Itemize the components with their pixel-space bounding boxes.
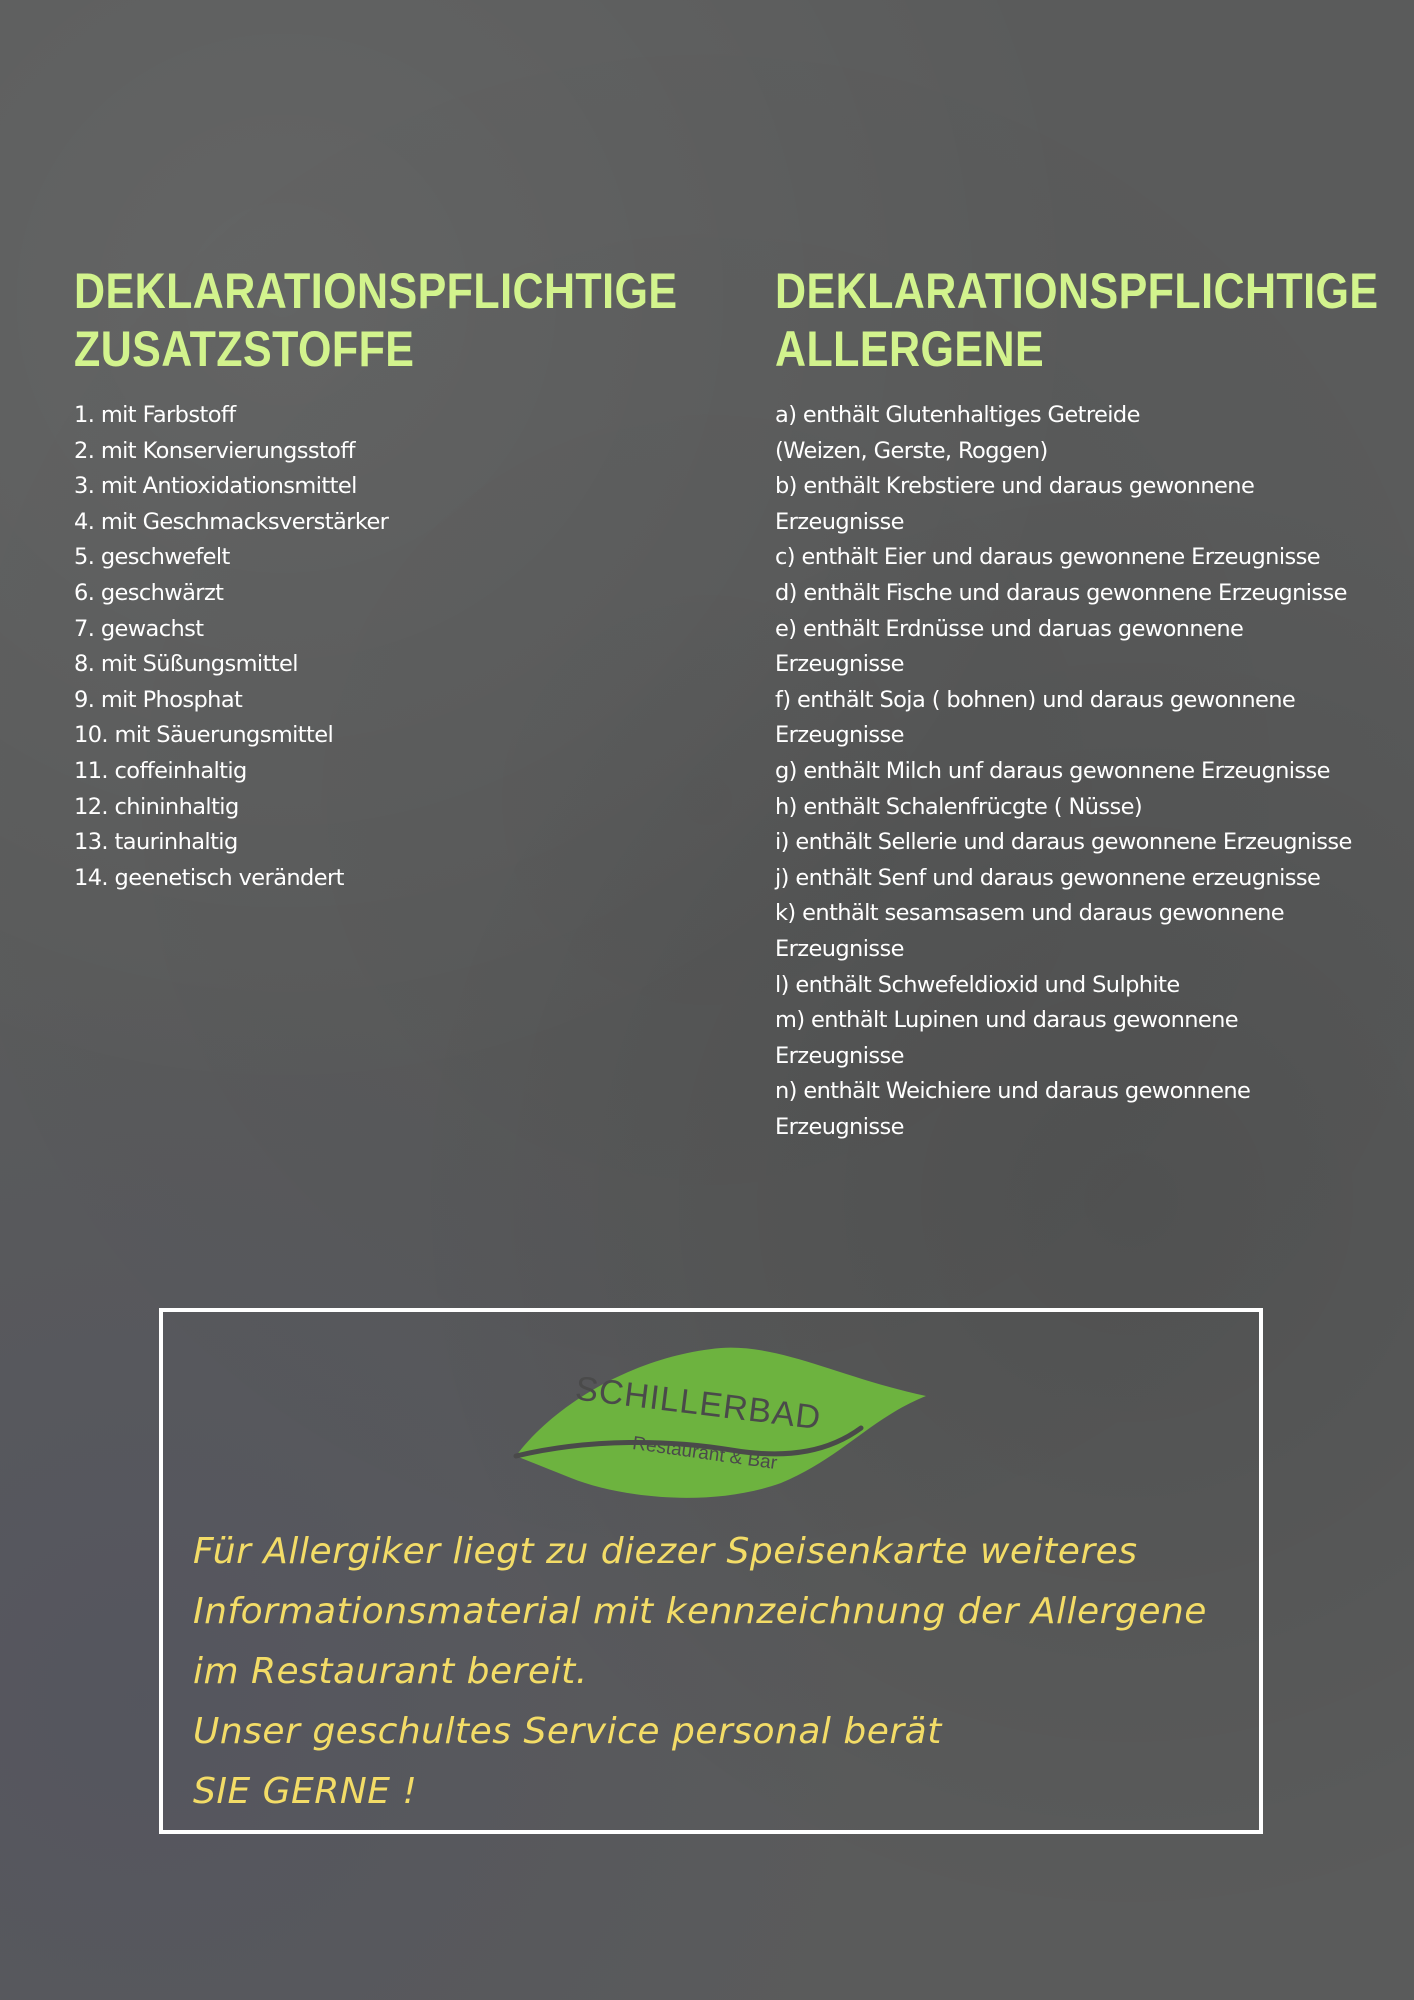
logo-name: SCHILLERBAD [573, 1369, 824, 1438]
additive-item: 8. mit Süßungsmittel [74, 651, 298, 678]
additive-item: 9. mit Phosphat [74, 686, 243, 713]
notice-line: Unser geschultes Service personal berät [193, 1711, 942, 1752]
additives-heading-line1: DEKLARATIONSPFLICHTIGE [74, 263, 678, 319]
allergens-heading [775, 262, 1379, 378]
allergen-line: f) enthält Soja ( bohnen) und daraus gewonnene [775, 686, 1296, 713]
additives-heading-line2: ZUSATZSTOFFE [74, 321, 415, 377]
logo-tagline: Restaurant & Bar [631, 1433, 779, 1475]
notice-line: Informationsmaterial mit kennzeichnung der Allergene [193, 1591, 1207, 1632]
allergens-heading-line1: DEKLARATIONSPFLICHTIGE [775, 263, 1379, 319]
allergens-heading-line2: ALLERGENE [775, 321, 1045, 377]
allergen-line: Erzeugnisse [775, 651, 904, 678]
allergens-column [775, 262, 1405, 1145]
notice-line: im Restaurant bereit. [193, 1651, 588, 1692]
allergy-notice [193, 1522, 1239, 1822]
allergen-line: g) enthält Milch unf daraus gewonnene Erzeugnisse [775, 757, 1330, 784]
additive-item: 3. mit Antioxidationsmittel [74, 473, 357, 500]
allergen-line: d) enthält Fische und daraus gewonnene Erzeugnisse [775, 579, 1347, 606]
notice-line: SIE GERNE ! [193, 1771, 418, 1812]
allergy-info-box [159, 1308, 1263, 1834]
allergen-line: j) enthält Senf und daraus gewonnene erzeugnisse [775, 864, 1321, 891]
additive-item: 4. mit Geschmacksverstärker [74, 508, 389, 535]
allergen-line: (Weizen, Gerste, Roggen) [775, 437, 1048, 464]
additive-item: 10. mit Säuerungsmittel [74, 722, 334, 749]
allergen-line: Erzeugnisse [775, 508, 904, 535]
additive-item: 2. mit Konservierungsstoff [74, 437, 355, 464]
allergen-line: Erzeugnisse [775, 722, 904, 749]
allergen-line: b) enthält Krebstiere und daraus gewonnene [775, 473, 1255, 500]
additive-item: 11. coffeinhaltig [74, 757, 247, 784]
additives-column [74, 262, 694, 896]
notice-line: Für Allergiker liegt zu diezer Speisenkarte weiteres [193, 1531, 1138, 1572]
allergen-line: Erzeugnisse [775, 1042, 904, 1069]
schillerbad-leaf-logo [511, 1338, 931, 1508]
allergen-line: e) enthält Erdnüsse und daruas gewonnene [775, 615, 1244, 642]
additive-item: 13. taurinhaltig [74, 829, 238, 856]
allergen-line: a) enthält Glutenhaltiges Getreide [775, 402, 1140, 428]
allergen-line: l) enthält Schwefeldioxid und Sulphite [775, 971, 1180, 998]
additives-list [74, 398, 694, 896]
allergen-line: h) enthält Schalenfrücgte ( Nüsse) [775, 793, 1143, 820]
additive-item: 5. geschwefelt [74, 544, 230, 571]
allergen-line: m) enthält Lupinen und daraus gewonnene [775, 1007, 1239, 1034]
additive-item: 12. chininhaltig [74, 793, 239, 820]
allergen-line: c) enthält Eier und daraus gewonnene Erzeugnisse [775, 544, 1320, 571]
allergen-line: Erzeugnisse [775, 1113, 904, 1140]
additive-item: 6. geschwärzt [74, 579, 224, 606]
allergens-list [775, 398, 1405, 1145]
allergen-line: i) enthält Sellerie und daraus gewonnene Erzeugnisse [775, 829, 1352, 856]
allergen-line: k) enthält sesamsasem und daraus gewonnene [775, 900, 1285, 927]
additive-item: 14. geenetisch verändert [74, 864, 344, 891]
additive-item: 1. mit Farbstoff [74, 402, 236, 428]
additives-heading [74, 262, 678, 378]
allergen-line: Erzeugnisse [775, 935, 904, 962]
allergen-line: n) enthält Weichiere und daraus gewonnene [775, 1078, 1251, 1105]
additive-item: 7. gewachst [74, 615, 204, 642]
